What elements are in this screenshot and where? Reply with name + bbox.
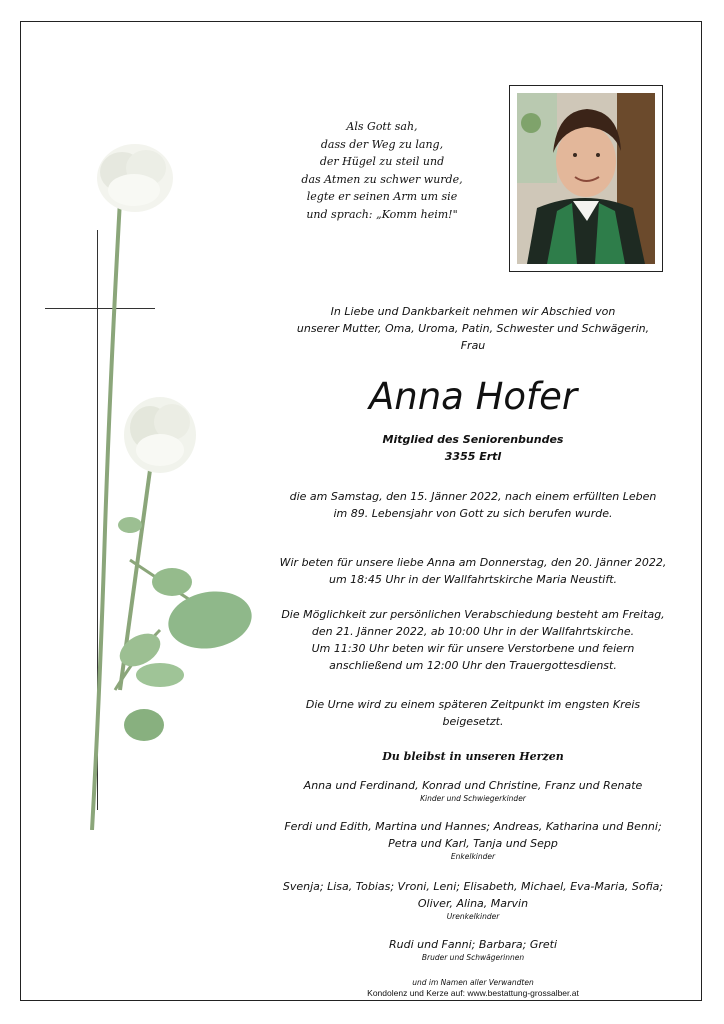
death-line: im 89. Lebensjahr von Gott zu sich berufen wurde. <box>333 507 613 520</box>
family-great-grandchildren <box>258 878 688 922</box>
prayer-line: Wir beten für unsere liebe Anna am Donnerstag, den 20. Jänner 2022, <box>279 556 667 569</box>
farewell-line: den 21. Jänner 2022, ab 10:00 Uhr in der Wallfahrtskirche. <box>311 625 635 638</box>
urn-text <box>258 696 688 730</box>
urn-line: beigesetzt. <box>442 715 504 728</box>
family-siblings <box>258 936 688 963</box>
family-children <box>258 777 688 804</box>
intro-text <box>258 303 688 354</box>
white-rose-image <box>60 130 260 830</box>
poem-line: und sprach: „Komm heim!" <box>306 207 458 221</box>
farewell-line: anschließend um 12:00 Uhr den Trauergottesdienst. <box>329 659 617 672</box>
great-grandchildren-names: Oliver, Alina, Marvin <box>417 897 529 910</box>
intro-line: In Liebe und Dankbarkeit nehmen wir Abschied von <box>330 305 616 318</box>
grandchildren-names: Ferdi und Edith, Martina und Hannes; Andreas, Katharina und Benni; <box>284 820 662 833</box>
death-line: die am Samstag, den 15. Jänner 2022, nach einem erfüllten Leben <box>289 490 657 503</box>
deceased-name: Anna Hofer <box>368 375 578 418</box>
intro-line: unserer Mutter, Oma, Uroma, Patin, Schwester und Schwägerin, <box>296 322 650 335</box>
prayer-text <box>258 554 688 588</box>
poem-line: dass der Weg zu lang, <box>320 137 444 151</box>
grandchildren-label: Enkelkinder <box>450 852 496 861</box>
prayer-line: um 18:45 Uhr in der Wallfahrtskirche Maria Neustift. <box>328 573 618 586</box>
family-grandchildren <box>258 818 688 862</box>
poem-line: legte er seinen Arm um sie <box>306 190 458 203</box>
portrait-photo <box>509 85 663 272</box>
urn-line: Die Urne wird zu einem späteren Zeitpunkt im engsten Kreis <box>305 698 641 711</box>
siblings-names: Rudi und Fanni; Barbara; Greti <box>388 938 558 951</box>
intro-line: Frau <box>460 339 486 352</box>
relatives-note: und im Namen aller Verwandten <box>412 978 534 987</box>
portrait-image <box>517 93 655 264</box>
motto: Du bleibst in unseren Herzen <box>382 750 564 763</box>
children-label: Kinder und Schwiegerkinder <box>420 794 526 803</box>
farewell-line: Um 11:30 Uhr beten wir für unsere Verstorbene und feiern <box>311 642 635 655</box>
siblings-label: Bruder und Schwägerinnen <box>421 953 525 962</box>
great-grandchildren-label: Urenkelkinder <box>446 912 500 921</box>
poem-line: der Hügel zu steil und <box>319 155 445 168</box>
poem-line: Als Gott sah, <box>346 120 418 133</box>
condolence-line: Kondolenz und Kerze auf: www.bestattung-grossalber.at <box>367 988 579 998</box>
location-line: 3355 Ertl <box>444 450 502 463</box>
member-line: Mitglied des Seniorenbundes <box>382 433 564 446</box>
grandchildren-names: Petra und Karl, Tanja und Sepp <box>388 837 558 850</box>
great-grandchildren-names: Svenja; Lisa, Tobias; Vroni, Leni; Elisabeth, Michael, Eva-Maria, Sofia; <box>282 880 664 893</box>
farewell-line: Die Möglichkeit zur persönlichen Verabschiedung besteht am Freitag, <box>281 608 665 621</box>
poem-line: das Atmen zu schwer wurde, <box>301 172 463 186</box>
farewell-text <box>258 606 688 674</box>
poem <box>262 118 502 223</box>
children-names: Anna und Ferdinand, Konrad und Christine, Franz und Renate <box>303 779 643 792</box>
death-text <box>258 488 688 522</box>
member-info <box>258 431 688 465</box>
